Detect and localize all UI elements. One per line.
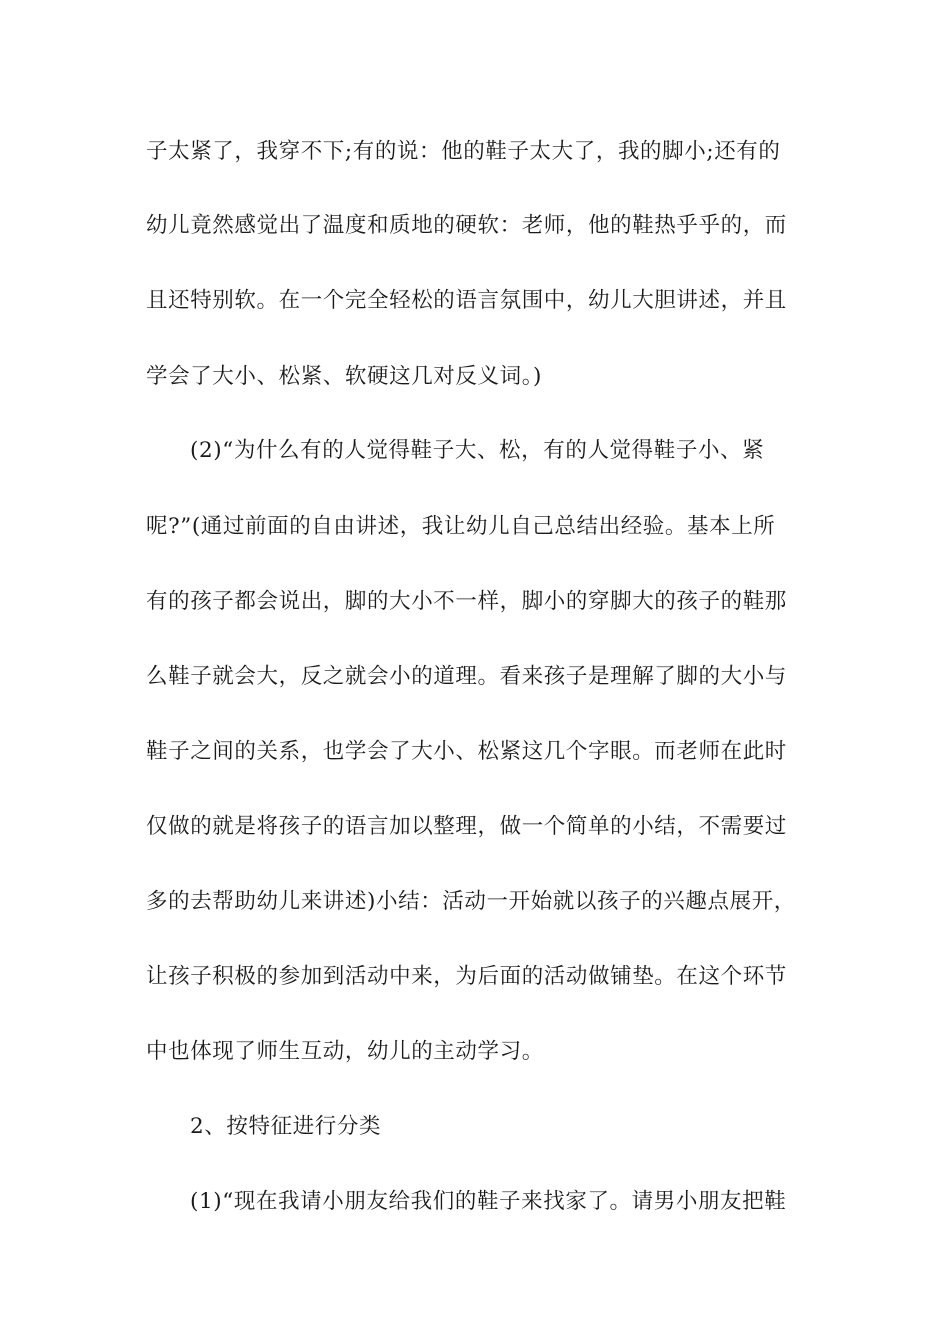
paragraph-line: 有的孩子都会说出，脚的大小不一样，脚小的穿脚大的孩子的鞋那 [146,589,787,614]
paragraph-line: 中也体现了师生互动，幼儿的主动学习。 [146,1039,544,1064]
paragraph-line: 让孩子积极的参加到活动中来，为后面的活动做铺垫。在这个环节 [146,964,787,989]
paragraph-line: (2)“为什么有的人觉得鞋子大、松，有的人觉得鞋子小、紧 [190,438,765,463]
paragraph-line: 子太紧了，我穿不下;有的说：他的鞋子太大了，我的脚小;还有的 [146,139,781,164]
paragraph-line: 鞋子之间的关系，也学会了大小、松紧这几个字眼。而老师在此时 [146,739,787,764]
paragraph-line: 仅做的就是将孩子的语言加以整理，做一个简单的小结，不需要过 [146,814,787,839]
paragraph-line: 多的去帮助幼儿来讲述)小结：活动一开始就以孩子的兴趣点展开， [146,889,796,914]
paragraph-line: 学会了大小、松紧、软硬这几对反义词。) [146,364,543,389]
paragraph-line: 么鞋子就会大，反之就会小的道理。看来孩子是理解了脚的大小与 [146,664,787,689]
paragraph-line: 呢?”(通过前面的自由讲述，我让幼儿自己总结出经验。基本上所 [146,514,776,539]
paragraph-line: 幼儿竟然感觉出了温度和质地的硬软：老师，他的鞋热乎乎的，而 [146,213,787,238]
paragraph-line: (1)“现在我请小朋友给我们的鞋子来找家了。请男小朋友把鞋 [190,1189,787,1214]
section-heading: 2、按特征进行分类 [190,1114,382,1139]
paragraph-line: 且还特别软。在一个完全轻松的语言氛围中，幼儿大胆讲述，并且 [146,288,787,313]
